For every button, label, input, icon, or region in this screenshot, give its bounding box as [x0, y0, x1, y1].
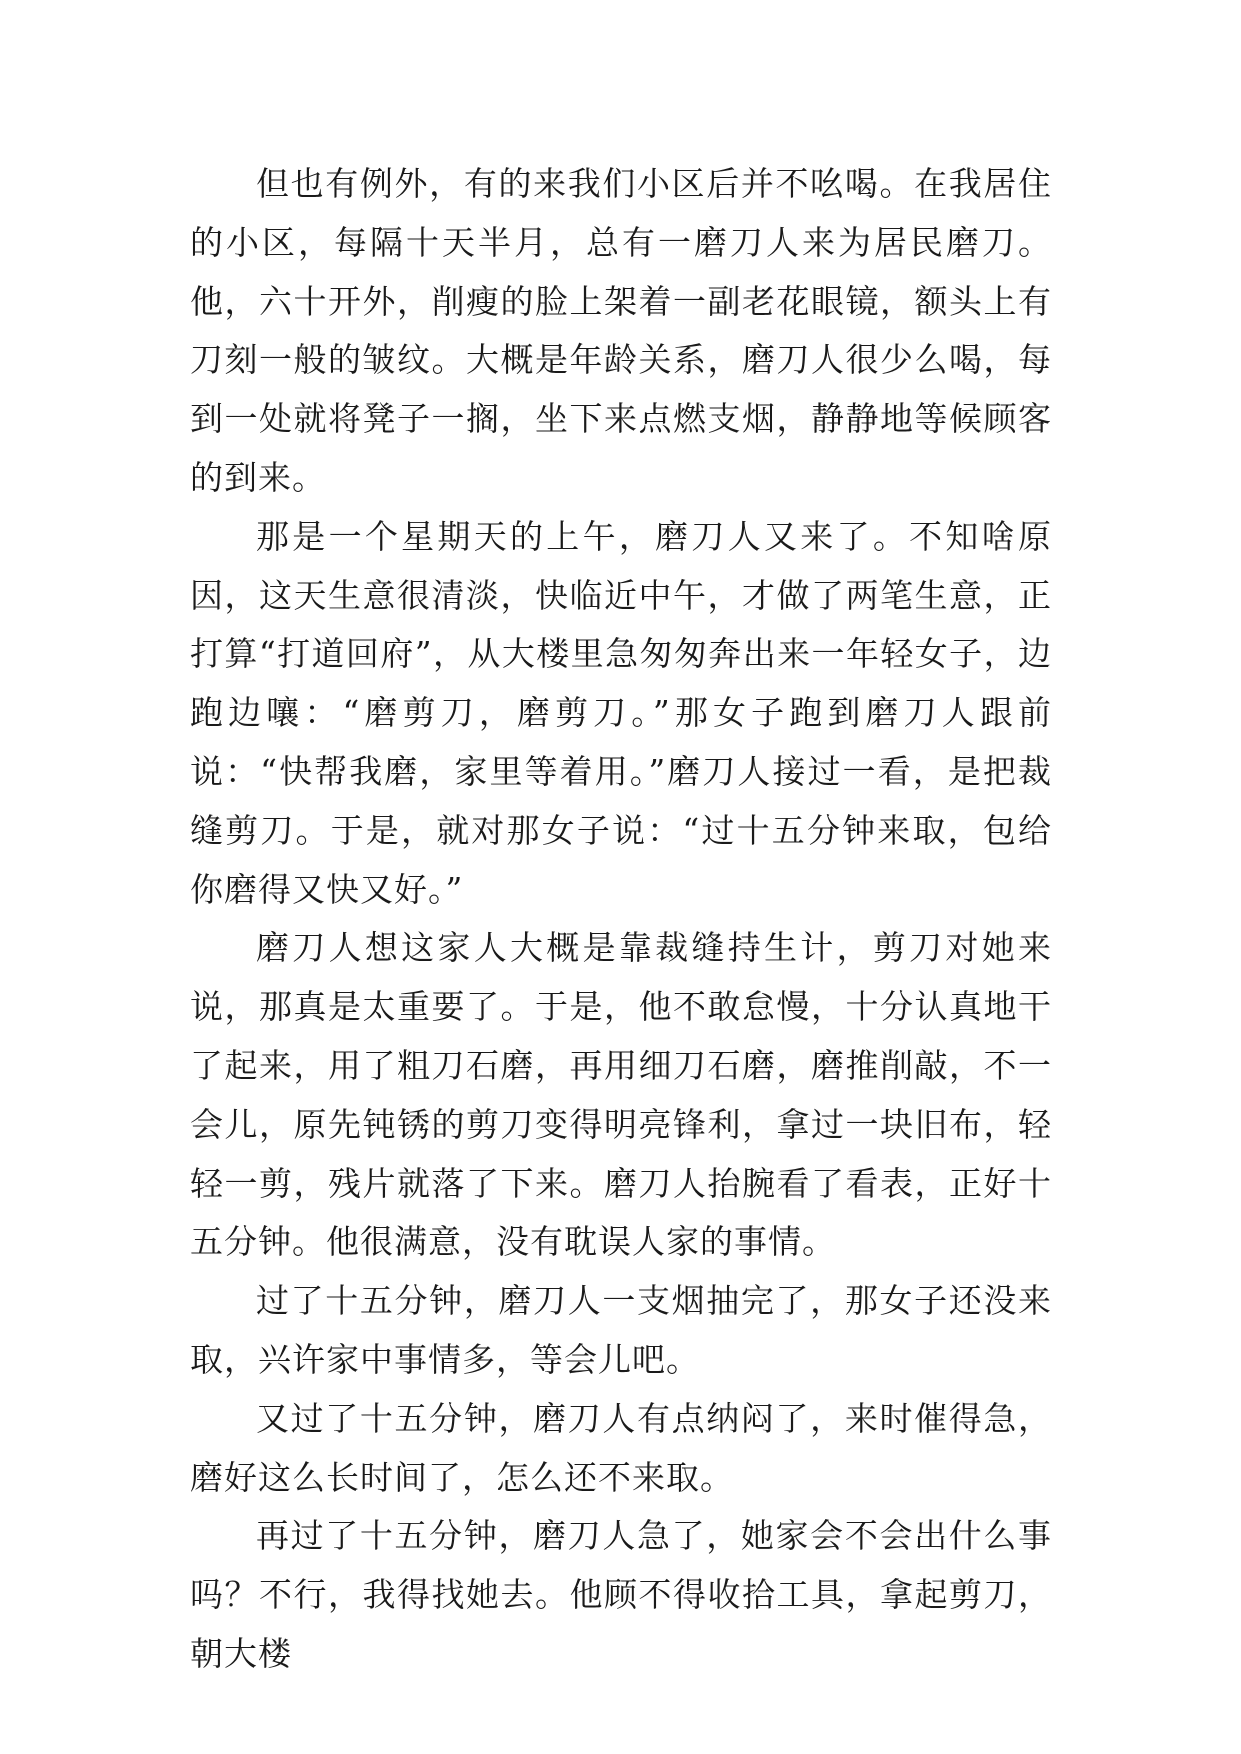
paragraph-1: 但也有例外，有的来我们小区后并不吆喝。在我居住的小区，每隔十天半月，总有一磨刀人来为居民磨刀。他，六十开外，削瘦的脸上架着一副老花眼镜，额头上有刀刻一般的皱纹。大概是年龄关系，磨刀人很少么喝，每到一处就将凳子一搁，坐下来点燃支烟，静静地等候顾客的到来。 — [190, 164, 1052, 497]
paragraph-2: 那是一个星期天的上午，磨刀人又来了。不知啥原因，这天生意很清淡，快临近中午，才做了两笔生意，正打算“打道回府”，从大楼里急匆匆奔出来一年轻女子，边跑边嚷：“磨剪刀，磨剪刀。”那女子跑到磨刀人跟前说：“快帮我磨，家里等着用。”磨刀人接过一看，是把裁缝剪刀。于是，就对那女子说：“过十五分钟来取，包给你磨得又快又好。” — [190, 516, 1052, 909]
paragraph-3: 磨刀人想这家人大概是靠裁缝持生计，剪刀对她来说，那真是太重要了。于是，他不敢怠慢，十分认真地干了起来，用了粗刀石磨，再用细刀石磨，磨推削敲，不一会儿，原先钝锈的剪刀变得明亮锋利，拿过一块旧布，轻轻一剪，残片就落了下来。磨刀人抬腕看了看表，正好十五分钟。他很满意，没有耽误人家的事情。 — [190, 928, 1052, 1262]
paragraph-4: 过了十五分钟，磨刀人一支烟抽完了，那女子还没来取，兴许家中事情多，等会儿吧。 — [190, 1281, 1052, 1379]
paragraph-5: 又过了十五分钟，磨刀人有点纳闷了，来时催得急，磨好这么长时间了，怎么还不来取。 — [190, 1398, 1052, 1497]
body-text — [190, 155, 1052, 1684]
paragraph-6: 再过了十五分钟，磨刀人急了，她家会不会出什么事吗？不行，我得找她去。他顾不得收拾工具，拿起剪刀，朝大楼 — [190, 1516, 1052, 1673]
